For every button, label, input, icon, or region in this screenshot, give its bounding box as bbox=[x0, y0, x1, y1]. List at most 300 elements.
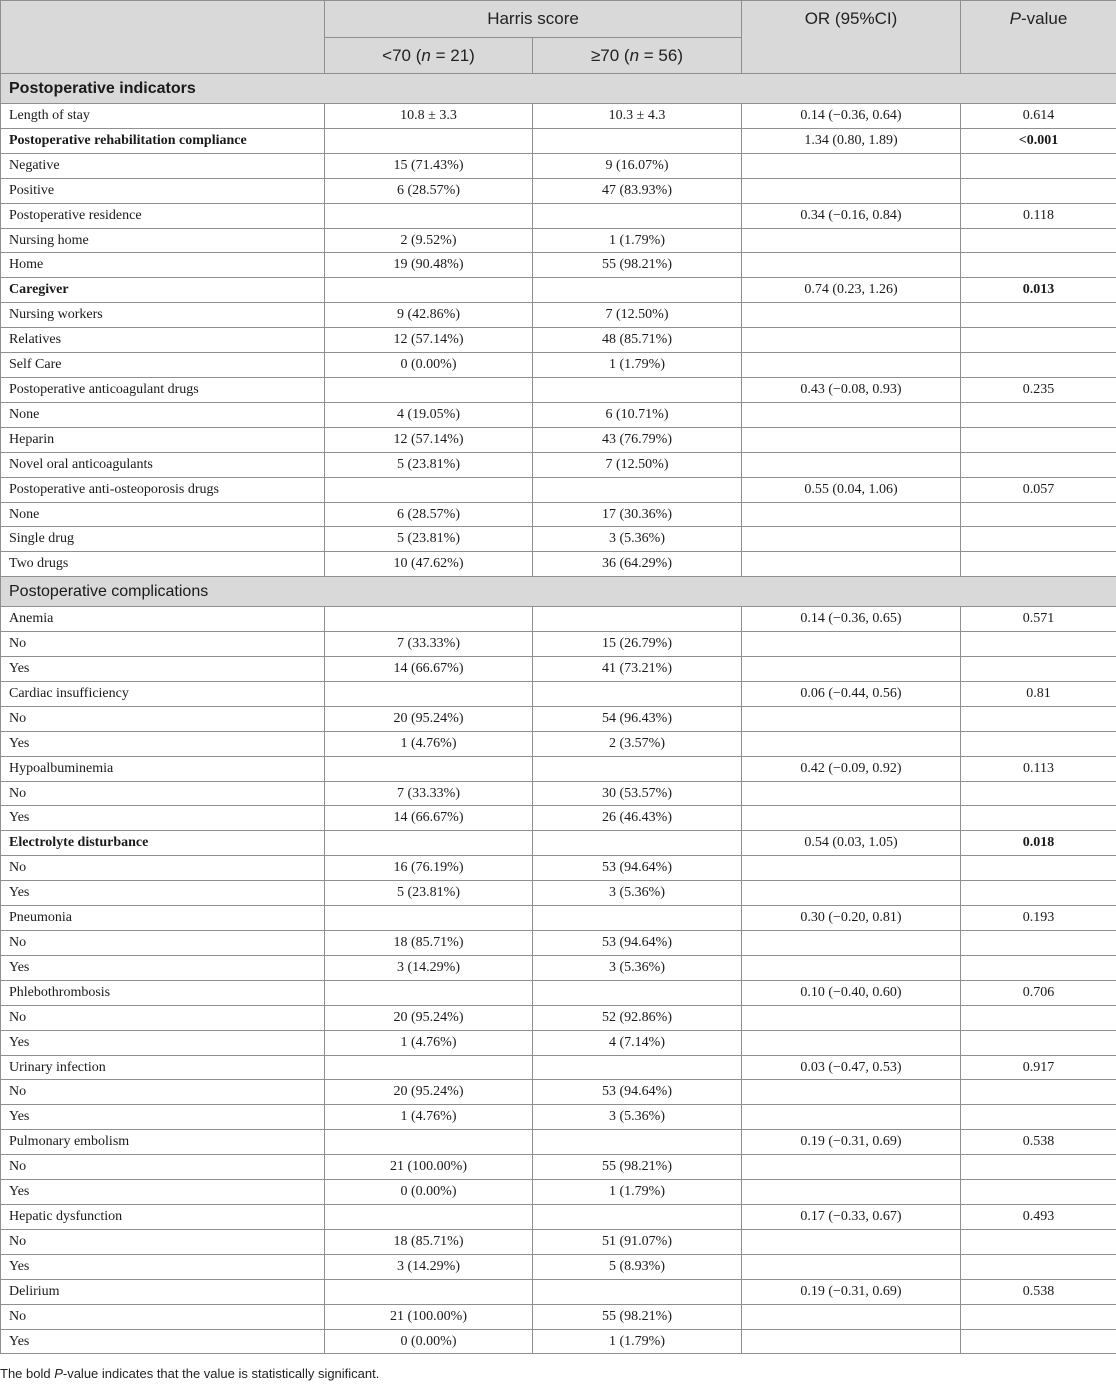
cell-or-ci: 0.34 (−0.16, 0.84) bbox=[742, 203, 961, 228]
cell-or-ci bbox=[742, 178, 961, 203]
cell-lt70: 0 (0.00%) bbox=[325, 1329, 533, 1354]
row-label: Postoperative rehabilitation compliance bbox=[1, 128, 325, 153]
header-stub bbox=[1, 1, 325, 74]
cell-ge70 bbox=[533, 1204, 742, 1229]
table-row bbox=[1, 402, 1116, 427]
row-label: Yes bbox=[1, 1030, 325, 1055]
row-label: No bbox=[1, 781, 325, 806]
cell-or-ci: 0.14 (−0.36, 0.65) bbox=[742, 607, 961, 632]
table-row bbox=[1, 452, 1116, 477]
row-label: Yes bbox=[1, 1180, 325, 1205]
cell-lt70: 18 (85.71%) bbox=[325, 931, 533, 956]
cell-p-value: 0.538 bbox=[961, 1130, 1116, 1155]
cell-p-value bbox=[961, 1180, 1116, 1205]
cell-or-ci: 0.19 (−0.31, 0.69) bbox=[742, 1130, 961, 1155]
cell-lt70 bbox=[325, 377, 533, 402]
row-label: No bbox=[1, 1155, 325, 1180]
cell-lt70: 21 (100.00%) bbox=[325, 1155, 533, 1180]
cell-p-value bbox=[961, 228, 1116, 253]
row-label: No bbox=[1, 856, 325, 881]
cell-or-ci bbox=[742, 806, 961, 831]
cell-lt70 bbox=[325, 756, 533, 781]
table-row bbox=[1, 1155, 1116, 1180]
cell-lt70: 0 (0.00%) bbox=[325, 353, 533, 378]
cell-ge70: 15 (26.79%) bbox=[533, 632, 742, 657]
table-row bbox=[1, 856, 1116, 881]
table-row bbox=[1, 328, 1116, 353]
table-row bbox=[1, 278, 1116, 303]
cell-lt70: 10.8 ± 3.3 bbox=[325, 104, 533, 129]
cell-ge70: 3 (5.36%) bbox=[533, 881, 742, 906]
cell-lt70: 15 (71.43%) bbox=[325, 153, 533, 178]
cell-ge70: 55 (98.21%) bbox=[533, 1304, 742, 1329]
cell-ge70 bbox=[533, 278, 742, 303]
cell-lt70: 5 (23.81%) bbox=[325, 527, 533, 552]
cell-lt70: 1 (4.76%) bbox=[325, 731, 533, 756]
cell-lt70: 5 (23.81%) bbox=[325, 881, 533, 906]
cell-p-value bbox=[961, 527, 1116, 552]
cell-or-ci bbox=[742, 402, 961, 427]
row-label: Nursing workers bbox=[1, 303, 325, 328]
row-label: Anemia bbox=[1, 607, 325, 632]
cell-or-ci bbox=[742, 1229, 961, 1254]
cell-lt70 bbox=[325, 128, 533, 153]
cell-or-ci: 0.30 (−0.20, 0.81) bbox=[742, 906, 961, 931]
cell-p-value bbox=[961, 1304, 1116, 1329]
cell-ge70 bbox=[533, 377, 742, 402]
cell-lt70: 9 (42.86%) bbox=[325, 303, 533, 328]
cell-ge70: 53 (94.64%) bbox=[533, 1080, 742, 1105]
table-row bbox=[1, 552, 1116, 577]
table-row bbox=[1, 931, 1116, 956]
row-label: Self Care bbox=[1, 353, 325, 378]
cell-or-ci bbox=[742, 427, 961, 452]
row-label: Caregiver bbox=[1, 278, 325, 303]
row-label: Cardiac insufficiency bbox=[1, 681, 325, 706]
cell-or-ci bbox=[742, 1155, 961, 1180]
row-label: Yes bbox=[1, 955, 325, 980]
cell-lt70: 12 (57.14%) bbox=[325, 427, 533, 452]
table-row bbox=[1, 980, 1116, 1005]
cell-ge70: 4 (7.14%) bbox=[533, 1030, 742, 1055]
cell-lt70: 0 (0.00%) bbox=[325, 1180, 533, 1205]
cell-lt70: 7 (33.33%) bbox=[325, 781, 533, 806]
cell-or-ci bbox=[742, 781, 961, 806]
table-row bbox=[1, 632, 1116, 657]
section-row bbox=[1, 74, 1116, 104]
cell-ge70: 48 (85.71%) bbox=[533, 328, 742, 353]
row-label: No bbox=[1, 1229, 325, 1254]
row-label: Pulmonary embolism bbox=[1, 1130, 325, 1155]
cell-ge70 bbox=[533, 477, 742, 502]
row-label: Negative bbox=[1, 153, 325, 178]
cell-ge70: 53 (94.64%) bbox=[533, 856, 742, 881]
cell-or-ci bbox=[742, 527, 961, 552]
cell-lt70: 14 (66.67%) bbox=[325, 806, 533, 831]
row-label: Postoperative anticoagulant drugs bbox=[1, 377, 325, 402]
table-row bbox=[1, 1254, 1116, 1279]
cell-lt70: 2 (9.52%) bbox=[325, 228, 533, 253]
cell-p-value: 0.057 bbox=[961, 477, 1116, 502]
cell-p-value bbox=[961, 632, 1116, 657]
cell-ge70 bbox=[533, 906, 742, 931]
table-body bbox=[1, 74, 1116, 1354]
cell-ge70: 1 (1.79%) bbox=[533, 1329, 742, 1354]
cell-p-value bbox=[961, 253, 1116, 278]
cell-ge70: 41 (73.21%) bbox=[533, 657, 742, 682]
row-label: Yes bbox=[1, 1254, 325, 1279]
table-row bbox=[1, 1229, 1116, 1254]
cell-p-value: 0.193 bbox=[961, 906, 1116, 931]
cell-ge70: 9 (16.07%) bbox=[533, 153, 742, 178]
row-label: Phlebothrombosis bbox=[1, 980, 325, 1005]
table-row bbox=[1, 1055, 1116, 1080]
table-row bbox=[1, 1105, 1116, 1130]
cell-or-ci: 0.43 (−0.08, 0.93) bbox=[742, 377, 961, 402]
table-row bbox=[1, 731, 1116, 756]
cell-ge70 bbox=[533, 1055, 742, 1080]
table-row bbox=[1, 831, 1116, 856]
cell-p-value bbox=[961, 552, 1116, 577]
cell-p-value bbox=[961, 452, 1116, 477]
cell-lt70: 3 (14.29%) bbox=[325, 1254, 533, 1279]
cell-ge70: 1 (1.79%) bbox=[533, 1180, 742, 1205]
row-label: Heparin bbox=[1, 427, 325, 452]
cell-ge70 bbox=[533, 607, 742, 632]
cell-lt70: 14 (66.67%) bbox=[325, 657, 533, 682]
row-label: Delirium bbox=[1, 1279, 325, 1304]
cell-p-value bbox=[961, 303, 1116, 328]
cell-or-ci bbox=[742, 1254, 961, 1279]
table-row bbox=[1, 955, 1116, 980]
cell-ge70: 3 (5.36%) bbox=[533, 1105, 742, 1130]
cell-p-value bbox=[961, 881, 1116, 906]
cell-p-value bbox=[961, 178, 1116, 203]
row-label: Yes bbox=[1, 1105, 325, 1130]
table-row bbox=[1, 253, 1116, 278]
cell-p-value: 0.917 bbox=[961, 1055, 1116, 1080]
cell-or-ci bbox=[742, 881, 961, 906]
cell-p-value bbox=[961, 1254, 1116, 1279]
cell-lt70: 7 (33.33%) bbox=[325, 632, 533, 657]
row-label: Two drugs bbox=[1, 552, 325, 577]
row-label: Urinary infection bbox=[1, 1055, 325, 1080]
cell-ge70: 7 (12.50%) bbox=[533, 452, 742, 477]
cell-or-ci: 0.03 (−0.47, 0.53) bbox=[742, 1055, 961, 1080]
table-row bbox=[1, 1080, 1116, 1105]
table-row bbox=[1, 756, 1116, 781]
table-row bbox=[1, 881, 1116, 906]
cell-ge70: 54 (96.43%) bbox=[533, 706, 742, 731]
cell-ge70: 55 (98.21%) bbox=[533, 1155, 742, 1180]
cell-ge70: 53 (94.64%) bbox=[533, 931, 742, 956]
cell-lt70: 10 (47.62%) bbox=[325, 552, 533, 577]
cell-ge70 bbox=[533, 831, 742, 856]
cell-lt70 bbox=[325, 1204, 533, 1229]
row-label: Relatives bbox=[1, 328, 325, 353]
cell-or-ci: 0.74 (0.23, 1.26) bbox=[742, 278, 961, 303]
cell-lt70: 3 (14.29%) bbox=[325, 955, 533, 980]
table-row bbox=[1, 1030, 1116, 1055]
row-label: Yes bbox=[1, 731, 325, 756]
cell-p-value bbox=[961, 1229, 1116, 1254]
cell-p-value bbox=[961, 402, 1116, 427]
table-row bbox=[1, 178, 1116, 203]
table-row bbox=[1, 104, 1116, 129]
row-label: Single drug bbox=[1, 527, 325, 552]
cell-lt70: 19 (90.48%) bbox=[325, 253, 533, 278]
table-row bbox=[1, 228, 1116, 253]
cell-ge70: 26 (46.43%) bbox=[533, 806, 742, 831]
cell-lt70 bbox=[325, 1130, 533, 1155]
cell-or-ci: 0.06 (−0.44, 0.56) bbox=[742, 681, 961, 706]
row-label: Postoperative residence bbox=[1, 203, 325, 228]
row-label: Yes bbox=[1, 1329, 325, 1354]
header-group-ge70: ≥70 (n = 56) bbox=[533, 38, 742, 74]
table-row bbox=[1, 781, 1116, 806]
cell-lt70: 1 (4.76%) bbox=[325, 1030, 533, 1055]
cell-p-value: <0.001 bbox=[961, 128, 1116, 153]
row-label: No bbox=[1, 1005, 325, 1030]
cell-ge70: 36 (64.29%) bbox=[533, 552, 742, 577]
cell-p-value bbox=[961, 502, 1116, 527]
header-or-ci: OR (95%CI) bbox=[742, 1, 961, 74]
table-row bbox=[1, 527, 1116, 552]
cell-lt70 bbox=[325, 203, 533, 228]
cell-or-ci bbox=[742, 1329, 961, 1354]
cell-lt70: 4 (19.05%) bbox=[325, 402, 533, 427]
cell-ge70: 51 (91.07%) bbox=[533, 1229, 742, 1254]
cell-p-value: 0.706 bbox=[961, 980, 1116, 1005]
cell-p-value bbox=[961, 931, 1116, 956]
cell-ge70 bbox=[533, 128, 742, 153]
cell-or-ci: 0.10 (−0.40, 0.60) bbox=[742, 980, 961, 1005]
cell-p-value bbox=[961, 1080, 1116, 1105]
table-row bbox=[1, 806, 1116, 831]
cell-or-ci: 0.14 (−0.36, 0.64) bbox=[742, 104, 961, 129]
cell-lt70 bbox=[325, 980, 533, 1005]
cell-or-ci: 0.19 (−0.31, 0.69) bbox=[742, 1279, 961, 1304]
cell-ge70: 17 (30.36%) bbox=[533, 502, 742, 527]
table-row bbox=[1, 1329, 1116, 1354]
row-label: No bbox=[1, 931, 325, 956]
cell-ge70: 2 (3.57%) bbox=[533, 731, 742, 756]
cell-lt70 bbox=[325, 607, 533, 632]
cell-or-ci bbox=[742, 303, 961, 328]
cell-ge70 bbox=[533, 1279, 742, 1304]
table-row bbox=[1, 681, 1116, 706]
cell-or-ci bbox=[742, 632, 961, 657]
section-title: Postoperative indicators bbox=[1, 74, 1116, 104]
row-label: Hypoalbuminemia bbox=[1, 756, 325, 781]
cell-or-ci bbox=[742, 1030, 961, 1055]
cell-or-ci: 0.42 (−0.09, 0.92) bbox=[742, 756, 961, 781]
cell-or-ci: 0.54 (0.03, 1.05) bbox=[742, 831, 961, 856]
header-group-lt70: <70 (n = 21) bbox=[325, 38, 533, 74]
cell-ge70: 3 (5.36%) bbox=[533, 527, 742, 552]
table-row bbox=[1, 1204, 1116, 1229]
table-row bbox=[1, 906, 1116, 931]
cell-ge70: 43 (76.79%) bbox=[533, 427, 742, 452]
row-label: No bbox=[1, 1304, 325, 1329]
cell-p-value bbox=[961, 856, 1116, 881]
row-label: No bbox=[1, 632, 325, 657]
table-row bbox=[1, 377, 1116, 402]
cell-p-value bbox=[961, 657, 1116, 682]
cell-lt70 bbox=[325, 278, 533, 303]
cell-lt70: 6 (28.57%) bbox=[325, 502, 533, 527]
cell-or-ci bbox=[742, 1080, 961, 1105]
cell-lt70: 5 (23.81%) bbox=[325, 452, 533, 477]
table-row bbox=[1, 502, 1116, 527]
cell-ge70: 47 (83.93%) bbox=[533, 178, 742, 203]
cell-or-ci bbox=[742, 153, 961, 178]
cell-or-ci: 0.55 (0.04, 1.06) bbox=[742, 477, 961, 502]
table-row bbox=[1, 427, 1116, 452]
section-title: Postoperative complications bbox=[1, 577, 1116, 607]
row-label: None bbox=[1, 402, 325, 427]
cell-p-value bbox=[961, 1105, 1116, 1130]
cell-lt70: 16 (76.19%) bbox=[325, 856, 533, 881]
header-harris-score: Harris score bbox=[325, 1, 742, 38]
cell-or-ci bbox=[742, 253, 961, 278]
cell-p-value: 0.118 bbox=[961, 203, 1116, 228]
row-label: Postoperative anti-osteoporosis drugs bbox=[1, 477, 325, 502]
cell-ge70: 1 (1.79%) bbox=[533, 353, 742, 378]
cell-p-value: 0.81 bbox=[961, 681, 1116, 706]
table-row bbox=[1, 1005, 1116, 1030]
cell-lt70: 12 (57.14%) bbox=[325, 328, 533, 353]
cell-p-value bbox=[961, 353, 1116, 378]
cell-lt70: 21 (100.00%) bbox=[325, 1304, 533, 1329]
row-label: Nursing home bbox=[1, 228, 325, 253]
row-label: No bbox=[1, 706, 325, 731]
cell-ge70 bbox=[533, 980, 742, 1005]
table-row bbox=[1, 1180, 1116, 1205]
cell-p-value bbox=[961, 1155, 1116, 1180]
row-label: Yes bbox=[1, 881, 325, 906]
cell-p-value: 0.018 bbox=[961, 831, 1116, 856]
cell-or-ci bbox=[742, 1105, 961, 1130]
cell-ge70: 5 (8.93%) bbox=[533, 1254, 742, 1279]
cell-lt70 bbox=[325, 477, 533, 502]
cell-lt70: 6 (28.57%) bbox=[325, 178, 533, 203]
row-label: Home bbox=[1, 253, 325, 278]
cell-p-value bbox=[961, 806, 1116, 831]
cell-or-ci bbox=[742, 502, 961, 527]
row-label: Hepatic dysfunction bbox=[1, 1204, 325, 1229]
table-row bbox=[1, 1304, 1116, 1329]
cell-or-ci bbox=[742, 931, 961, 956]
cell-lt70: 20 (95.24%) bbox=[325, 706, 533, 731]
cell-ge70: 1 (1.79%) bbox=[533, 228, 742, 253]
cell-p-value bbox=[961, 427, 1116, 452]
cell-lt70: 20 (95.24%) bbox=[325, 1080, 533, 1105]
cell-ge70: 55 (98.21%) bbox=[533, 253, 742, 278]
cell-ge70 bbox=[533, 203, 742, 228]
row-label: Pneumonia bbox=[1, 906, 325, 931]
cell-lt70 bbox=[325, 681, 533, 706]
cell-ge70: 30 (53.57%) bbox=[533, 781, 742, 806]
cell-ge70: 52 (92.86%) bbox=[533, 1005, 742, 1030]
cell-p-value bbox=[961, 706, 1116, 731]
cell-lt70 bbox=[325, 1055, 533, 1080]
table-row bbox=[1, 353, 1116, 378]
row-label: Yes bbox=[1, 806, 325, 831]
table-footnote: The bold P-value indicates that the value is statistically significant. bbox=[0, 1366, 380, 1381]
table-header bbox=[1, 1, 1116, 74]
cell-lt70 bbox=[325, 831, 533, 856]
cell-p-value: 0.493 bbox=[961, 1204, 1116, 1229]
cell-lt70: 1 (4.76%) bbox=[325, 1105, 533, 1130]
row-label: None bbox=[1, 502, 325, 527]
cell-lt70: 20 (95.24%) bbox=[325, 1005, 533, 1030]
table-row bbox=[1, 706, 1116, 731]
cell-or-ci bbox=[742, 353, 961, 378]
cell-p-value: 0.235 bbox=[961, 377, 1116, 402]
table-row bbox=[1, 203, 1116, 228]
cell-or-ci bbox=[742, 1180, 961, 1205]
cell-p-value: 0.538 bbox=[961, 1279, 1116, 1304]
cell-ge70: 10.3 ± 4.3 bbox=[533, 104, 742, 129]
cell-or-ci: 1.34 (0.80, 1.89) bbox=[742, 128, 961, 153]
cell-ge70 bbox=[533, 681, 742, 706]
row-label: No bbox=[1, 1080, 325, 1105]
row-label: Novel oral anticoagulants bbox=[1, 452, 325, 477]
table-row bbox=[1, 1130, 1116, 1155]
cell-p-value bbox=[961, 1005, 1116, 1030]
cell-p-value bbox=[961, 1030, 1116, 1055]
row-label: Electrolyte disturbance bbox=[1, 831, 325, 856]
row-label: Positive bbox=[1, 178, 325, 203]
cell-lt70 bbox=[325, 1279, 533, 1304]
cell-p-value bbox=[961, 153, 1116, 178]
cell-or-ci bbox=[742, 657, 961, 682]
cell-ge70: 3 (5.36%) bbox=[533, 955, 742, 980]
table-row bbox=[1, 153, 1116, 178]
cell-p-value: 0.571 bbox=[961, 607, 1116, 632]
table-row bbox=[1, 657, 1116, 682]
cell-or-ci bbox=[742, 228, 961, 253]
header-p-value: P-value bbox=[961, 1, 1116, 74]
cell-or-ci bbox=[742, 452, 961, 477]
cell-ge70 bbox=[533, 756, 742, 781]
cell-ge70: 7 (12.50%) bbox=[533, 303, 742, 328]
table-row bbox=[1, 128, 1116, 153]
row-label: Length of stay bbox=[1, 104, 325, 129]
table-row bbox=[1, 477, 1116, 502]
cell-lt70: 18 (85.71%) bbox=[325, 1229, 533, 1254]
cell-or-ci bbox=[742, 731, 961, 756]
cell-or-ci bbox=[742, 552, 961, 577]
cell-or-ci bbox=[742, 1304, 961, 1329]
cell-ge70: 6 (10.71%) bbox=[533, 402, 742, 427]
cell-or-ci: 0.17 (−0.33, 0.67) bbox=[742, 1204, 961, 1229]
cell-p-value bbox=[961, 1329, 1116, 1354]
cell-p-value bbox=[961, 731, 1116, 756]
row-label: Yes bbox=[1, 657, 325, 682]
cell-ge70 bbox=[533, 1130, 742, 1155]
cell-p-value: 0.614 bbox=[961, 104, 1116, 129]
cell-p-value: 0.113 bbox=[961, 756, 1116, 781]
cell-p-value bbox=[961, 781, 1116, 806]
cell-or-ci bbox=[742, 328, 961, 353]
cell-or-ci bbox=[742, 1005, 961, 1030]
table-row bbox=[1, 1279, 1116, 1304]
cell-p-value: 0.013 bbox=[961, 278, 1116, 303]
cell-or-ci bbox=[742, 706, 961, 731]
table-row bbox=[1, 607, 1116, 632]
